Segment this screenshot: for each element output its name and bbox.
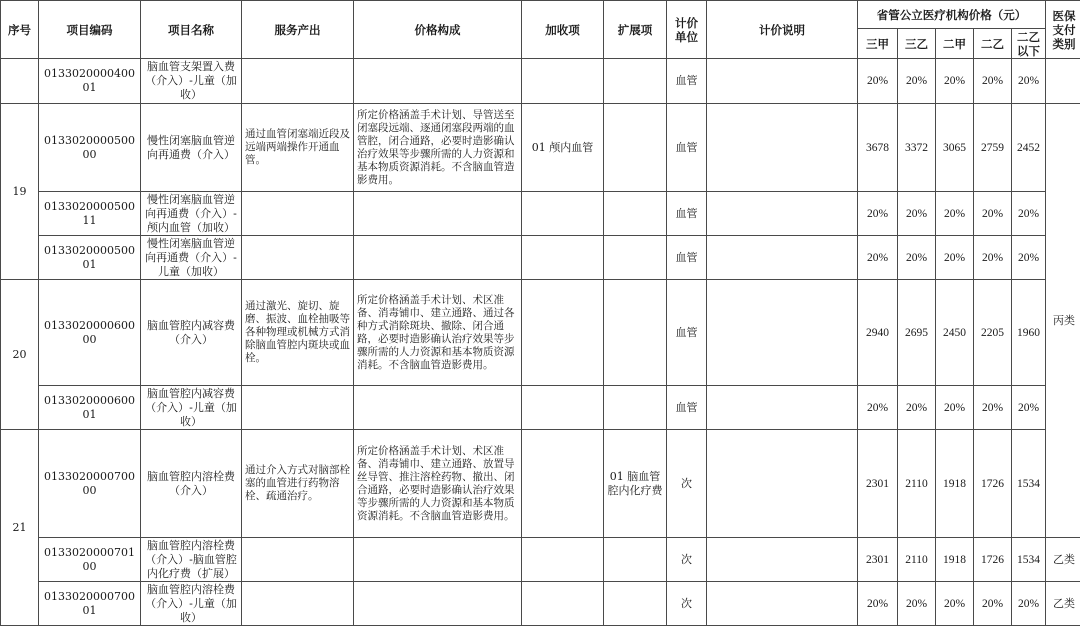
code-cell: 013302000070001: [39, 582, 141, 626]
addon-cell: [522, 386, 604, 430]
note-cell: [707, 236, 858, 280]
price-cell: 20%: [898, 582, 936, 626]
price-cell: 20%: [858, 386, 898, 430]
price-cell: 1918: [936, 430, 974, 538]
col-unit: 计价单位: [667, 1, 707, 59]
composition-cell: [354, 582, 522, 626]
seq-cell: 21: [1, 430, 39, 626]
price-cell: 3065: [936, 104, 974, 192]
output-cell: [242, 538, 354, 582]
table-row: [1, 582, 1080, 626]
name-cell: 脑血管腔内溶栓费（介入）: [141, 430, 242, 538]
insurance-cell: [1046, 59, 1080, 104]
price-cell: 3372: [898, 104, 936, 192]
price-cell: 1960: [1012, 280, 1046, 386]
price-cell: 2301: [858, 430, 898, 538]
price-cell: 1726: [974, 538, 1012, 582]
output-cell: 通过介入方式对脑部栓塞的血管进行药物溶栓、疏通治疗。: [242, 430, 354, 538]
price-cell: 20%: [1012, 386, 1046, 430]
seq-cell: [1, 59, 39, 104]
seq-cell: 19: [1, 104, 39, 280]
name-cell: 脑血管腔内溶栓费（介入）-儿童（加收）: [141, 582, 242, 626]
composition-cell: [354, 236, 522, 280]
price-cell: 20%: [936, 192, 974, 236]
extension-cell: [604, 59, 667, 104]
addon-cell: [522, 538, 604, 582]
price-cell: 1534: [1012, 538, 1046, 582]
col-level: 二乙以下: [1012, 29, 1046, 59]
price-cell: 20%: [1012, 236, 1046, 280]
code-cell: 013302000040001: [39, 59, 141, 104]
composition-cell: [354, 59, 522, 104]
price-cell: 20%: [1012, 192, 1046, 236]
price-cell: 20%: [936, 386, 974, 430]
addon-cell: 01 颅内血管: [522, 104, 604, 192]
table-row: [1, 104, 1080, 192]
price-cell: 2110: [898, 430, 936, 538]
header-row: [1, 1, 1080, 29]
code-cell: 013302000050001: [39, 236, 141, 280]
price-cell: 2940: [858, 280, 898, 386]
price-cell: 2450: [936, 280, 974, 386]
price-cell: 1918: [936, 538, 974, 582]
output-cell: [242, 582, 354, 626]
price-cell: 20%: [1012, 582, 1046, 626]
note-cell: [707, 386, 858, 430]
table-row: [1, 538, 1080, 582]
name-cell: 慢性闭塞脑血管逆向再通费（介入）: [141, 104, 242, 192]
code-cell: 013302000060001: [39, 386, 141, 430]
col-level: 二甲: [936, 29, 974, 59]
extension-cell: [604, 280, 667, 386]
price-cell: 2695: [898, 280, 936, 386]
note-cell: [707, 192, 858, 236]
name-cell: 慢性闭塞脑血管逆向再通费（介入）-颅内血管（加收）: [141, 192, 242, 236]
extension-cell: [604, 582, 667, 626]
col-price-group: 省管公立医疗机构价格（元）: [858, 1, 1046, 29]
output-cell: [242, 236, 354, 280]
col-name: 项目名称: [141, 1, 242, 59]
addon-cell: [522, 280, 604, 386]
col-note: 计价说明: [707, 1, 858, 59]
addon-cell: [522, 430, 604, 538]
note-cell: [707, 104, 858, 192]
price-cell: 20%: [858, 582, 898, 626]
price-cell: 1534: [1012, 430, 1046, 538]
table-row: [1, 59, 1080, 104]
code-cell: 013302000070100: [39, 538, 141, 582]
output-cell: [242, 59, 354, 104]
output-cell: [242, 386, 354, 430]
table-row: [1, 192, 1080, 236]
price-cell: 20%: [974, 236, 1012, 280]
price-cell: 20%: [936, 582, 974, 626]
composition-cell: [354, 386, 522, 430]
note-cell: [707, 59, 858, 104]
unit-cell: 血管: [667, 104, 707, 192]
unit-cell: 血管: [667, 192, 707, 236]
insurance-cell: 丙类: [1046, 104, 1080, 538]
price-cell: 2110: [898, 538, 936, 582]
price-cell: 20%: [898, 236, 936, 280]
extension-cell: [604, 236, 667, 280]
price-cell: 20%: [936, 59, 974, 104]
addon-cell: [522, 582, 604, 626]
col-composition: 价格构成: [354, 1, 522, 59]
extension-cell: [604, 104, 667, 192]
name-cell: 慢性闭塞脑血管逆向再通费（介入）-儿童（加收）: [141, 236, 242, 280]
composition-cell: [354, 538, 522, 582]
extension-cell: [604, 538, 667, 582]
note-cell: [707, 538, 858, 582]
insurance-cell: 乙类: [1046, 582, 1080, 626]
extension-cell: 01 脑血管腔内化疗费: [604, 430, 667, 538]
table-row: [1, 236, 1080, 280]
price-cell: 20%: [898, 386, 936, 430]
price-cell: 2301: [858, 538, 898, 582]
composition-cell: 所定价格涵盖手术计划、术区准备、消毒铺巾、建立通路、通过各种方式消除斑块、撤除、闭合通路，必要时造影确认治疗效果等步骤所需的人力资源和基本物质资源消耗。不含脑血管造影费用。: [354, 280, 522, 386]
table-row: [1, 280, 1080, 386]
price-cell: 3678: [858, 104, 898, 192]
price-cell: 20%: [898, 59, 936, 104]
price-cell: 20%: [936, 236, 974, 280]
price-cell: 20%: [858, 192, 898, 236]
note-cell: [707, 430, 858, 538]
price-cell: 20%: [974, 386, 1012, 430]
unit-cell: 次: [667, 538, 707, 582]
output-cell: [242, 192, 354, 236]
table-row: [1, 430, 1080, 538]
output-cell: 通过血管闭塞端近段及远端两端操作开通血管。: [242, 104, 354, 192]
col-level: 三甲: [858, 29, 898, 59]
price-cell: 20%: [974, 59, 1012, 104]
note-cell: [707, 582, 858, 626]
price-cell: 20%: [858, 59, 898, 104]
composition-cell: 所定价格涵盖手术计划、术区准备、消毒铺巾、建立通路、放置导丝导管、推注溶栓药物、撤出、闭合通路，必要时造影确认治疗效果等步骤所需的人力资源和基本物质资源消耗。不含脑血管造影费用。: [354, 430, 522, 538]
price-cell: 20%: [974, 582, 1012, 626]
composition-cell: [354, 192, 522, 236]
output-cell: 通过激光、旋切、旋磨、振波、血栓抽吸等各种物理或机械方式消除脑血管腔内斑块或血栓。: [242, 280, 354, 386]
col-addon: 加收项: [522, 1, 604, 59]
col-level: 三乙: [898, 29, 936, 59]
unit-cell: 次: [667, 582, 707, 626]
addon-cell: [522, 59, 604, 104]
price-cell: 20%: [1012, 59, 1046, 104]
code-cell: 013302000050000: [39, 104, 141, 192]
table-row: [1, 386, 1080, 430]
extension-cell: [604, 192, 667, 236]
col-insurance: 医保支付类别: [1046, 1, 1080, 59]
insurance-cell: 乙类: [1046, 538, 1080, 582]
addon-cell: [522, 236, 604, 280]
code-cell: 013302000050011: [39, 192, 141, 236]
price-cell: 20%: [858, 236, 898, 280]
col-extension: 扩展项: [604, 1, 667, 59]
extension-cell: [604, 386, 667, 430]
unit-cell: 血管: [667, 280, 707, 386]
addon-cell: [522, 192, 604, 236]
name-cell: 脑血管腔内溶栓费（介入）-脑血管腔内化疗费（扩展）: [141, 538, 242, 582]
composition-cell: 所定价格涵盖手术计划、导管送至闭塞段远端、逐通闭塞段两端的血管腔，闭合通路，必要时造影确认治疗效果等步骤所需的人力资源和基本物质资源消耗。不含脑血管造影费用。: [354, 104, 522, 192]
price-cell: 1726: [974, 430, 1012, 538]
col-level: 二乙: [974, 29, 1012, 59]
price-cell: 2452: [1012, 104, 1046, 192]
price-cell: 2759: [974, 104, 1012, 192]
code-cell: 013302000060000: [39, 280, 141, 386]
col-seq: 序号: [1, 1, 39, 59]
seq-cell: 20: [1, 280, 39, 430]
unit-cell: 血管: [667, 386, 707, 430]
price-cell: 20%: [898, 192, 936, 236]
code-cell: 013302000070000: [39, 430, 141, 538]
col-output: 服务产出: [242, 1, 354, 59]
unit-cell: 血管: [667, 236, 707, 280]
col-code: 项目编码: [39, 1, 141, 59]
price-cell: 20%: [974, 192, 1012, 236]
note-cell: [707, 280, 858, 386]
name-cell: 脑血管腔内减容费（介入）-儿童（加收）: [141, 386, 242, 430]
unit-cell: 次: [667, 430, 707, 538]
name-cell: 脑血管腔内减容费（介入）: [141, 280, 242, 386]
name-cell: 脑血管支架置入费（介入）-儿童（加收）: [141, 59, 242, 104]
price-cell: 2205: [974, 280, 1012, 386]
unit-cell: 血管: [667, 59, 707, 104]
